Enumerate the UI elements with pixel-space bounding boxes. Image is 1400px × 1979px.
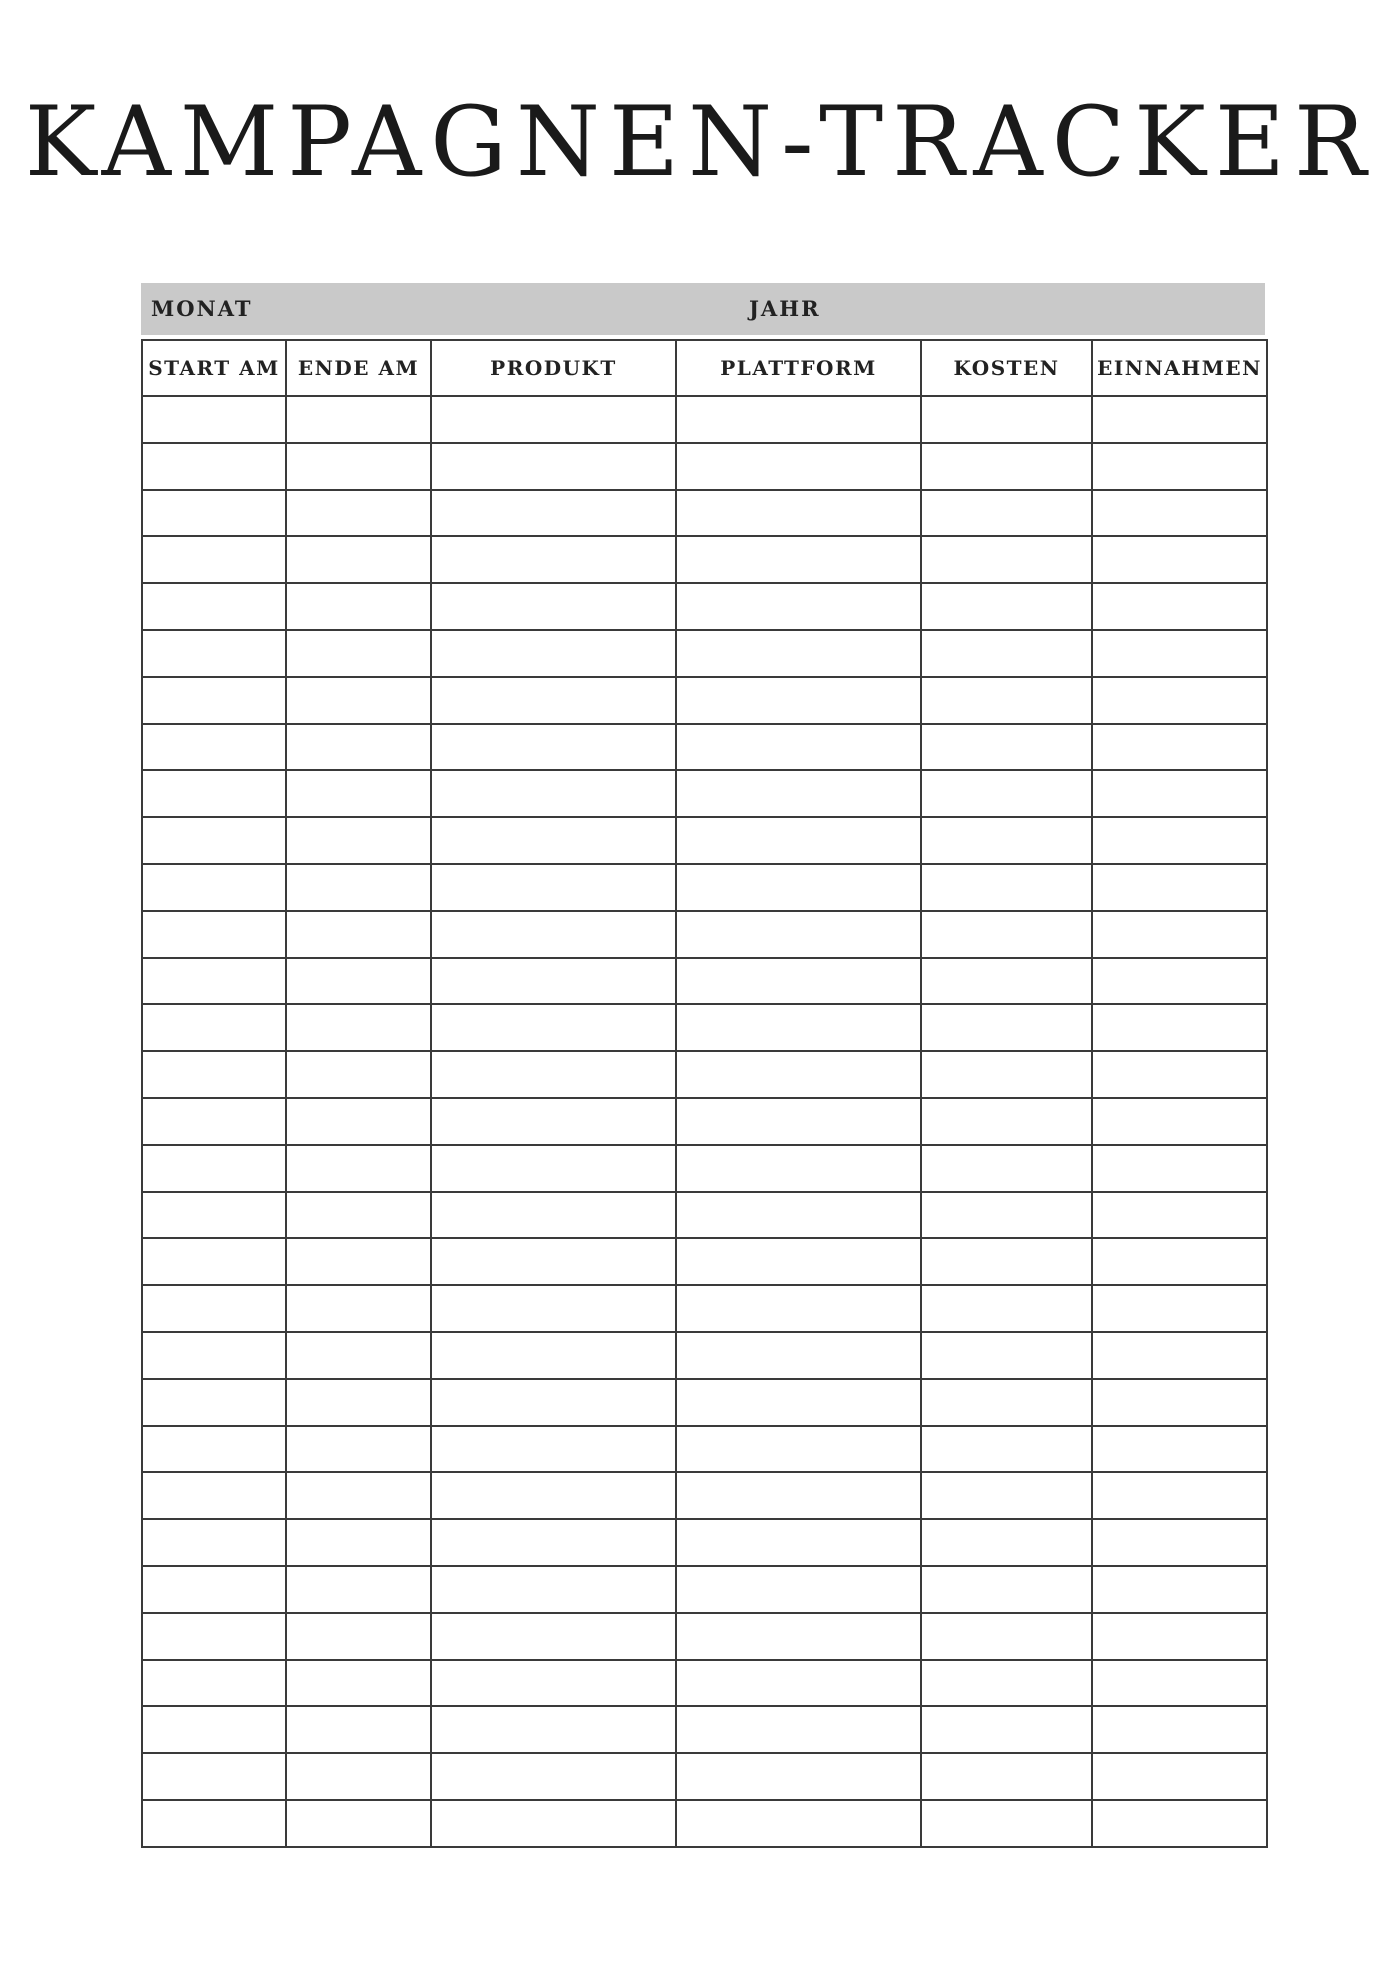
table-cell [1092, 958, 1267, 1005]
table-cell [286, 490, 431, 537]
table-cell [142, 1566, 286, 1613]
table-cell [286, 1706, 431, 1753]
table-cell [676, 443, 921, 490]
table-cell [431, 1332, 676, 1379]
table-cell [286, 583, 431, 630]
table-cell [286, 630, 431, 677]
table-cell [676, 817, 921, 864]
table-cell [142, 1472, 286, 1519]
table-cell [921, 1051, 1092, 1098]
table-cell [142, 911, 286, 958]
table-row [142, 864, 1267, 911]
table-cell [431, 1004, 676, 1051]
table-body [142, 396, 1267, 1847]
table-cell [286, 817, 431, 864]
table-cell [676, 1285, 921, 1332]
table-cell [142, 958, 286, 1005]
table-cell [921, 1004, 1092, 1051]
table-cell [431, 1192, 676, 1239]
table-cell [286, 677, 431, 724]
table-cell [142, 1519, 286, 1566]
table-cell [676, 630, 921, 677]
table-cell [676, 1379, 921, 1426]
table-cell [676, 677, 921, 724]
table-cell [286, 1379, 431, 1426]
page-title: KAMPAGNEN-TRACKER [24, 86, 1376, 198]
column-header-end: ENDE AM [286, 340, 431, 396]
table-row [142, 1706, 1267, 1753]
table-cell [1092, 1379, 1267, 1426]
table-cell [286, 443, 431, 490]
table-cell [286, 1051, 431, 1098]
table-cell [676, 1566, 921, 1613]
table-cell [921, 1706, 1092, 1753]
table-cell [142, 443, 286, 490]
table-row [142, 1051, 1267, 1098]
table-cell [676, 583, 921, 630]
table-cell [921, 1379, 1092, 1426]
table-cell [921, 1285, 1092, 1332]
table-cell [142, 490, 286, 537]
table-cell [676, 1706, 921, 1753]
table-cell [1092, 1238, 1267, 1285]
table-cell [431, 490, 676, 537]
table-cell [1092, 630, 1267, 677]
table-cell [921, 1472, 1092, 1519]
table-cell [142, 1800, 286, 1847]
table-cell [142, 1332, 286, 1379]
table-row [142, 911, 1267, 958]
table-cell [431, 583, 676, 630]
table-cell [142, 1379, 286, 1426]
table-cell [921, 583, 1092, 630]
table-cell [142, 1426, 286, 1473]
table-cell [142, 396, 286, 443]
table-cell [676, 1051, 921, 1098]
table-row [142, 1332, 1267, 1379]
table-cell [286, 864, 431, 911]
table-cell [431, 1566, 676, 1613]
table-row [142, 1472, 1267, 1519]
table-cell [431, 396, 676, 443]
table-cell [921, 1332, 1092, 1379]
table-cell [921, 1613, 1092, 1660]
year-label: JAHR [749, 296, 821, 321]
table-cell [676, 1753, 921, 1800]
table-cell [1092, 1332, 1267, 1379]
month-label: MONAT [151, 296, 253, 321]
table-row [142, 1800, 1267, 1847]
table-cell [431, 677, 676, 724]
table-row [142, 1379, 1267, 1426]
table-row [142, 1660, 1267, 1707]
table-cell [142, 1004, 286, 1051]
table-cell [286, 1566, 431, 1613]
table-cell [1092, 1613, 1267, 1660]
table-cell [1092, 911, 1267, 958]
table-cell [1092, 864, 1267, 911]
table-cell [142, 1051, 286, 1098]
table-cell [142, 1613, 286, 1660]
table-row [142, 1238, 1267, 1285]
table-cell [431, 1051, 676, 1098]
table-cell [921, 1145, 1092, 1192]
table-row [142, 490, 1267, 537]
table-cell [1092, 724, 1267, 771]
table-cell [1092, 817, 1267, 864]
table-cell [1092, 1004, 1267, 1051]
table-cell [286, 1613, 431, 1660]
column-header-cost: KOSTEN [921, 340, 1092, 396]
table-cell [921, 958, 1092, 1005]
table-cell [676, 1660, 921, 1707]
table-cell [431, 1660, 676, 1707]
table-row [142, 817, 1267, 864]
table-cell [1092, 1145, 1267, 1192]
table-cell [431, 1800, 676, 1847]
table-cell [676, 1613, 921, 1660]
table-cell [1092, 1472, 1267, 1519]
table-cell [921, 770, 1092, 817]
table-cell [431, 817, 676, 864]
table-cell [286, 1472, 431, 1519]
table-row [142, 770, 1267, 817]
table-cell [1092, 1285, 1267, 1332]
campaign-tracker-table [141, 339, 1268, 1848]
table-cell [1092, 443, 1267, 490]
table-cell [142, 817, 286, 864]
table-cell [142, 1285, 286, 1332]
table-cell [286, 724, 431, 771]
table-cell [142, 1753, 286, 1800]
table-cell [921, 1426, 1092, 1473]
table-cell [1092, 1051, 1267, 1098]
table-row [142, 583, 1267, 630]
table-cell [1092, 1800, 1267, 1847]
table-cell [286, 396, 431, 443]
table-cell [431, 1706, 676, 1753]
table-cell [921, 1660, 1092, 1707]
table-cell [676, 536, 921, 583]
column-header-start: START AM [142, 340, 286, 396]
table-cell [1092, 1566, 1267, 1613]
table-cell [431, 1238, 676, 1285]
table-cell [286, 1426, 431, 1473]
table-cell [431, 770, 676, 817]
table-cell [676, 1426, 921, 1473]
table-cell [286, 1145, 431, 1192]
table-row [142, 1753, 1267, 1800]
table-cell [921, 1800, 1092, 1847]
table-cell [1092, 1519, 1267, 1566]
table-row [142, 536, 1267, 583]
table-cell [1092, 490, 1267, 537]
table-cell [921, 911, 1092, 958]
table-cell [431, 1285, 676, 1332]
table-cell [921, 396, 1092, 443]
table-cell [286, 1660, 431, 1707]
table-cell [142, 1706, 286, 1753]
table-row [142, 724, 1267, 771]
table-cell [142, 724, 286, 771]
table-cell [676, 864, 921, 911]
table-cell [286, 1332, 431, 1379]
table-cell [676, 911, 921, 958]
table-cell [676, 958, 921, 1005]
table-cell [921, 864, 1092, 911]
table-cell [142, 1238, 286, 1285]
table-cell [676, 1519, 921, 1566]
table-cell [286, 958, 431, 1005]
table-cell [676, 1145, 921, 1192]
table-cell [431, 1753, 676, 1800]
table-cell [921, 1753, 1092, 1800]
table-cell [286, 1004, 431, 1051]
table-cell [1092, 1098, 1267, 1145]
table-cell [676, 1800, 921, 1847]
table-cell [286, 1238, 431, 1285]
column-header-product: PRODUKT [431, 340, 676, 396]
table-cell [921, 490, 1092, 537]
table-cell [286, 1192, 431, 1239]
table-cell [676, 1098, 921, 1145]
table-row [142, 958, 1267, 1005]
table-cell [921, 724, 1092, 771]
table-cell [431, 443, 676, 490]
table-row [142, 396, 1267, 443]
table-cell [1092, 536, 1267, 583]
table-row [142, 1192, 1267, 1239]
table-cell [431, 911, 676, 958]
table-cell [286, 770, 431, 817]
table-cell [676, 396, 921, 443]
table-row [142, 443, 1267, 490]
table-row [142, 630, 1267, 677]
table-cell [431, 864, 676, 911]
table-cell [286, 1285, 431, 1332]
table-cell [921, 536, 1092, 583]
table-cell [142, 1192, 286, 1239]
table-cell [921, 630, 1092, 677]
table-cell [676, 1238, 921, 1285]
table-cell [1092, 1660, 1267, 1707]
table-cell [676, 1004, 921, 1051]
table-cell [921, 1098, 1092, 1145]
table-row [142, 1285, 1267, 1332]
table-cell [286, 1098, 431, 1145]
table-cell [286, 536, 431, 583]
table-cell [1092, 396, 1267, 443]
column-header-platform: PLATTFORM [676, 340, 921, 396]
table-cell [142, 677, 286, 724]
table-row [142, 677, 1267, 724]
table-cell [142, 583, 286, 630]
table-cell [431, 1098, 676, 1145]
table-cell [142, 630, 286, 677]
table-cell [676, 724, 921, 771]
table-cell [431, 1519, 676, 1566]
table-cell [431, 724, 676, 771]
table-cell [142, 1660, 286, 1707]
table-cell [431, 958, 676, 1005]
table-cell [431, 536, 676, 583]
table-cell [921, 443, 1092, 490]
table-row [142, 1613, 1267, 1660]
table-row [142, 1566, 1267, 1613]
table-cell [1092, 583, 1267, 630]
table-cell [286, 1753, 431, 1800]
table-cell [921, 1238, 1092, 1285]
table-cell [142, 1145, 286, 1192]
table-cell [921, 1566, 1092, 1613]
table-cell [431, 1145, 676, 1192]
table-cell [142, 864, 286, 911]
table-cell [921, 677, 1092, 724]
table-cell [1092, 1706, 1267, 1753]
month-year-bar [141, 283, 1265, 335]
table-cell [286, 1800, 431, 1847]
table-cell [921, 817, 1092, 864]
table-row [142, 1145, 1267, 1192]
table-cell [676, 770, 921, 817]
table-cell [431, 630, 676, 677]
table-cell [431, 1472, 676, 1519]
table-cell [1092, 770, 1267, 817]
table-cell [1092, 1753, 1267, 1800]
table-cell [142, 536, 286, 583]
table-cell [1092, 677, 1267, 724]
table-cell [286, 1519, 431, 1566]
table-row [142, 1098, 1267, 1145]
table-cell [676, 1472, 921, 1519]
table-cell [676, 1332, 921, 1379]
table-cell [431, 1613, 676, 1660]
table-cell [921, 1192, 1092, 1239]
column-header-revenue: EINNAHMEN [1092, 340, 1267, 396]
table-row [142, 1426, 1267, 1473]
table-cell [676, 490, 921, 537]
table-cell [1092, 1426, 1267, 1473]
table-cell [142, 1098, 286, 1145]
table-row [142, 1004, 1267, 1051]
table-cell [676, 1192, 921, 1239]
table-cell [142, 770, 286, 817]
table-cell [286, 911, 431, 958]
table-cell [1092, 1192, 1267, 1239]
table-cell [431, 1426, 676, 1473]
table-cell [921, 1519, 1092, 1566]
table-row [142, 1519, 1267, 1566]
table-cell [431, 1379, 676, 1426]
table-header-row [142, 340, 1267, 396]
